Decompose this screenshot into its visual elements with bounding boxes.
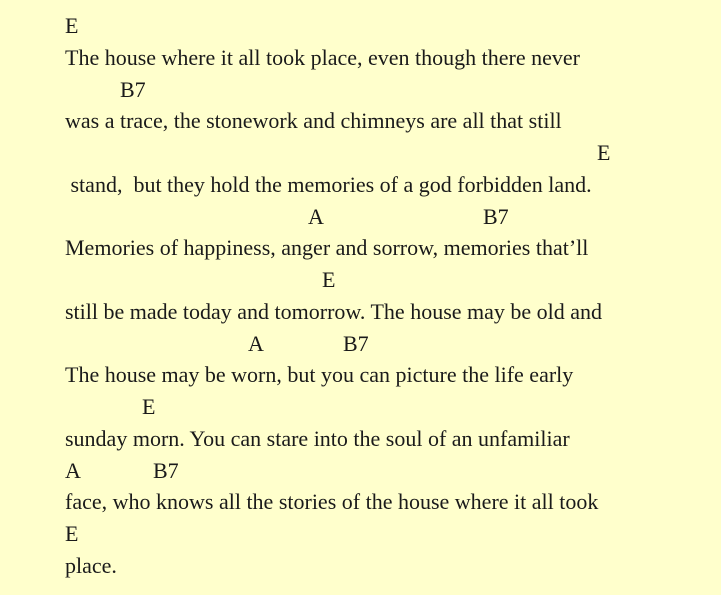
chord-line [0,455,721,487]
lyric-text: Memories of happiness, anger and sorrow, memories that’ll [65,235,589,261]
chord-line [0,10,721,42]
chord-line [0,391,721,423]
chord-label: A [308,203,324,229]
lyric-line [0,169,721,201]
lyric-text: face, who knows all the stories of the house where it all took [65,489,599,515]
lyric-text: still be made today and tomorrow. The house may be old and [65,298,603,324]
lyric-line [0,42,721,74]
lyric-text: sunday morn. You can stare into the soul of an unfamiliar [65,425,570,451]
chord-line [0,137,721,169]
chord-label: B7 [343,330,369,356]
chord-label: E [597,140,611,166]
chord-label: E [65,13,79,38]
chord-label: B7 [120,76,146,102]
lyric-line [0,296,721,328]
chord-label: A [248,330,264,356]
lyric-line [0,423,721,455]
lyric-line [0,232,721,264]
chord-label: E [65,521,79,547]
chord-label: B7 [153,457,179,483]
chord-label: B7 [483,203,509,229]
chord-label: E [142,394,156,420]
chord-line [0,518,721,550]
lyric-line [0,105,721,137]
lyric-text: The house where it all took place, even though there never [65,44,580,70]
chord-line [0,74,721,106]
lyric-text: stand, but they hold the memories of a god forbidden land. [65,171,592,197]
chord-line [0,264,721,296]
lyric-line [0,550,721,582]
lyric-text: The house may be worn, but you can picture the life early [65,362,574,388]
chord-line [0,201,721,233]
lyric-line [0,486,721,518]
lyric-line [0,359,721,391]
lyric-text: place. [65,553,117,579]
chord-label: E [322,267,336,293]
lyric-text: was a trace, the stonework and chimneys are all that still [65,108,562,134]
chord-line [0,328,721,360]
chord-label: A [65,457,81,483]
